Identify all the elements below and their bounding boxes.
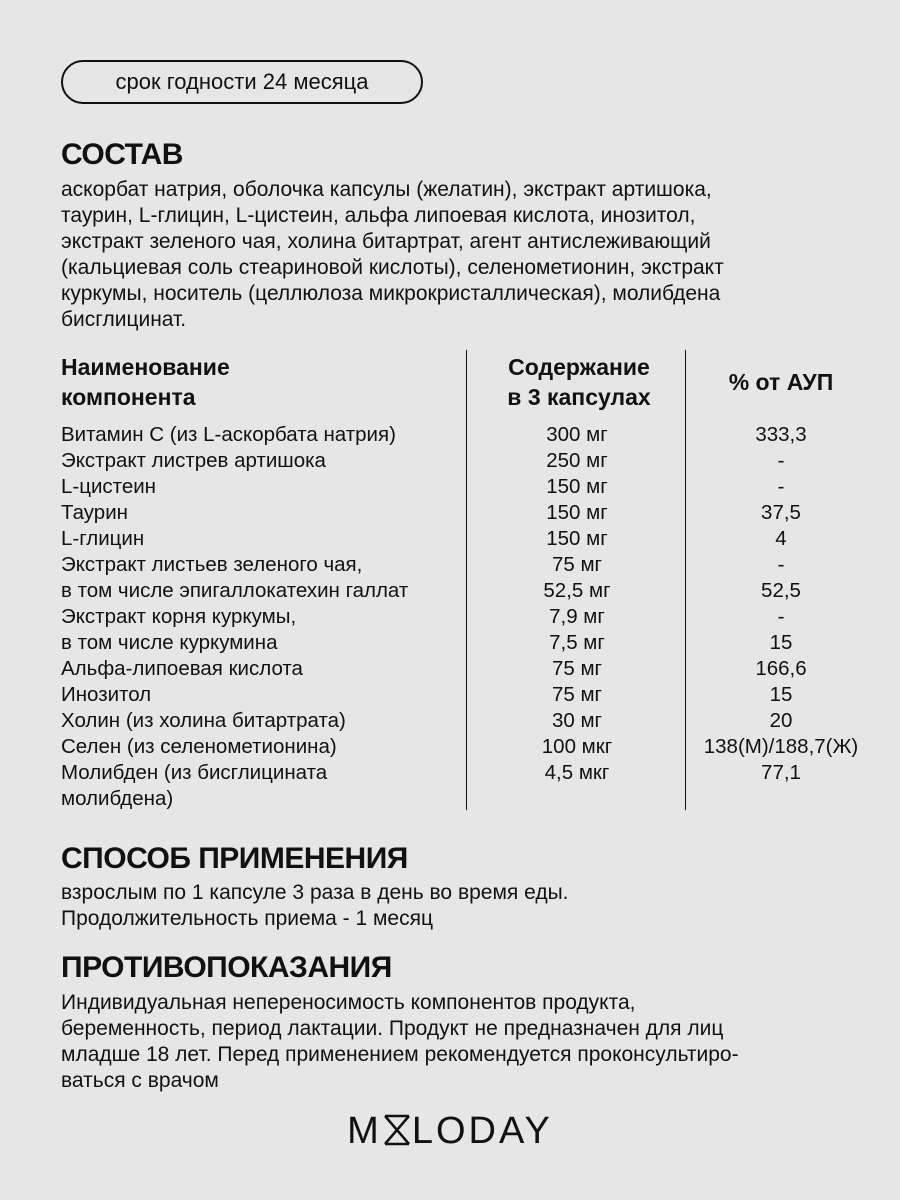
- component-name: в том числе эпигаллокатехин галлат: [61, 579, 409, 602]
- usage-title: СПОСОБ ПРИМЕНЕНИЯ: [61, 842, 408, 875]
- table-row: [61, 422, 861, 448]
- component-amount: 75 мг: [551, 683, 603, 706]
- component-pct: -: [777, 605, 785, 628]
- brand-logo: [0, 1110, 900, 1153]
- component-pct: 20: [769, 709, 793, 732]
- component-pct: -: [777, 553, 785, 576]
- component-name: Холин (из холина битартрата): [61, 709, 346, 732]
- component-amount: 7,5 мг: [549, 631, 605, 654]
- table-row: [61, 708, 861, 734]
- table-row: [61, 500, 861, 526]
- brand-suffix: LODAY: [411, 1110, 553, 1152]
- component-amount: 4,5 мкг: [544, 761, 610, 784]
- contraindications-text: Индивидуальная непереносимость компонентов продукта, беременность, период лактации. Продукт не предназначен для лиц младше 18 лет. Перед применением рекомендуется проконсультиро- ваться с врачом: [61, 991, 739, 1092]
- component-amount: 150 мг: [546, 527, 608, 550]
- contraindications-title: ПРОТИВОПОКАЗАНИЯ: [61, 951, 392, 984]
- component-pct: 15: [769, 631, 793, 654]
- component-amount: 250 мг: [546, 449, 608, 472]
- composition-text: аскорбат натрия, оболочка капсулы (желатин), экстракт артишока, таурин, L-глицин, L-цистеин, альфа липоевая кислота, инозитол, экстракт зеленого чая, холина битартрат, агент антислеживающий (кальциевая соль стеариновой кислоты), селенометионин, экстракт куркумы, носитель (целлюлоза микрокристаллическая), молибдена бисглицинат.: [61, 178, 724, 331]
- table-row: [61, 656, 861, 682]
- component-pct: 333,3: [755, 423, 807, 446]
- component-name: Альфа-липоевая кислота: [61, 657, 303, 680]
- component-name: Селен (из селенометионина): [61, 735, 337, 758]
- table-row: [61, 552, 861, 578]
- component-pct: 15: [769, 683, 793, 706]
- component-name: Экстракт листьев зеленого чая,: [61, 553, 363, 576]
- component-amount: 75 мг: [551, 553, 603, 576]
- table-row: [61, 526, 861, 552]
- header-pct-daily: % от АУП: [728, 369, 834, 395]
- component-amount: 150 мг: [546, 501, 608, 524]
- header-content-amount: Содержание в 3 капсулах: [507, 354, 651, 410]
- table-row: [61, 682, 861, 708]
- component-pct: 77,1: [761, 761, 801, 784]
- component-amount: 75 мг: [551, 657, 603, 680]
- table-row: [61, 760, 861, 812]
- component-pct: -: [777, 475, 785, 498]
- component-name: Таурин: [61, 501, 128, 524]
- component-amount: 100 мкг: [541, 735, 613, 758]
- component-name: Витамин С (из L-аскорбата натрия): [61, 423, 396, 446]
- component-name: Экстракт листрев артишока: [61, 449, 326, 472]
- component-pct: 4: [775, 527, 787, 550]
- component-name: Экстракт корня куркумы,: [61, 605, 297, 628]
- component-amount: 52,5 мг: [543, 579, 611, 602]
- component-pct: 166,6: [755, 657, 807, 680]
- shelf-life-badge: [61, 60, 423, 104]
- table-row: [61, 578, 861, 604]
- table-row: [61, 448, 861, 474]
- component-name: Молибден (из бисглицината молибдена): [61, 761, 328, 810]
- component-pct: 138(М)/188,7(Ж): [703, 735, 859, 758]
- component-pct: -: [777, 449, 785, 472]
- component-amount: 300 мг: [546, 423, 608, 446]
- component-amount: 7,9 мг: [549, 605, 605, 628]
- component-name: L-цистеин: [61, 475, 157, 498]
- table-body: [61, 422, 861, 812]
- component-amount: 150 мг: [546, 475, 608, 498]
- component-pct: 52,5: [761, 579, 801, 602]
- header-component-name: Наименование компонента: [61, 354, 230, 410]
- table-row: [61, 630, 861, 656]
- component-name: в том числе куркумина: [61, 631, 278, 654]
- hourglass-o-icon: [382, 1113, 412, 1147]
- table-row: [61, 474, 861, 500]
- composition-title: СОСТАВ: [61, 138, 183, 171]
- component-pct: 37,5: [761, 501, 801, 524]
- component-amount: 30 мг: [551, 709, 603, 732]
- table-row: [61, 734, 861, 760]
- shelf-life-text: срок годности 24 месяца: [115, 69, 369, 94]
- component-name: Инозитол: [61, 683, 152, 706]
- component-name: L-глицин: [61, 527, 145, 550]
- usage-text: взрослым по 1 капсуле 3 раза в день во время еды. Продолжительность приема - 1 месяц: [61, 881, 569, 930]
- brand-prefix: M: [347, 1110, 382, 1152]
- table-row: [61, 604, 861, 630]
